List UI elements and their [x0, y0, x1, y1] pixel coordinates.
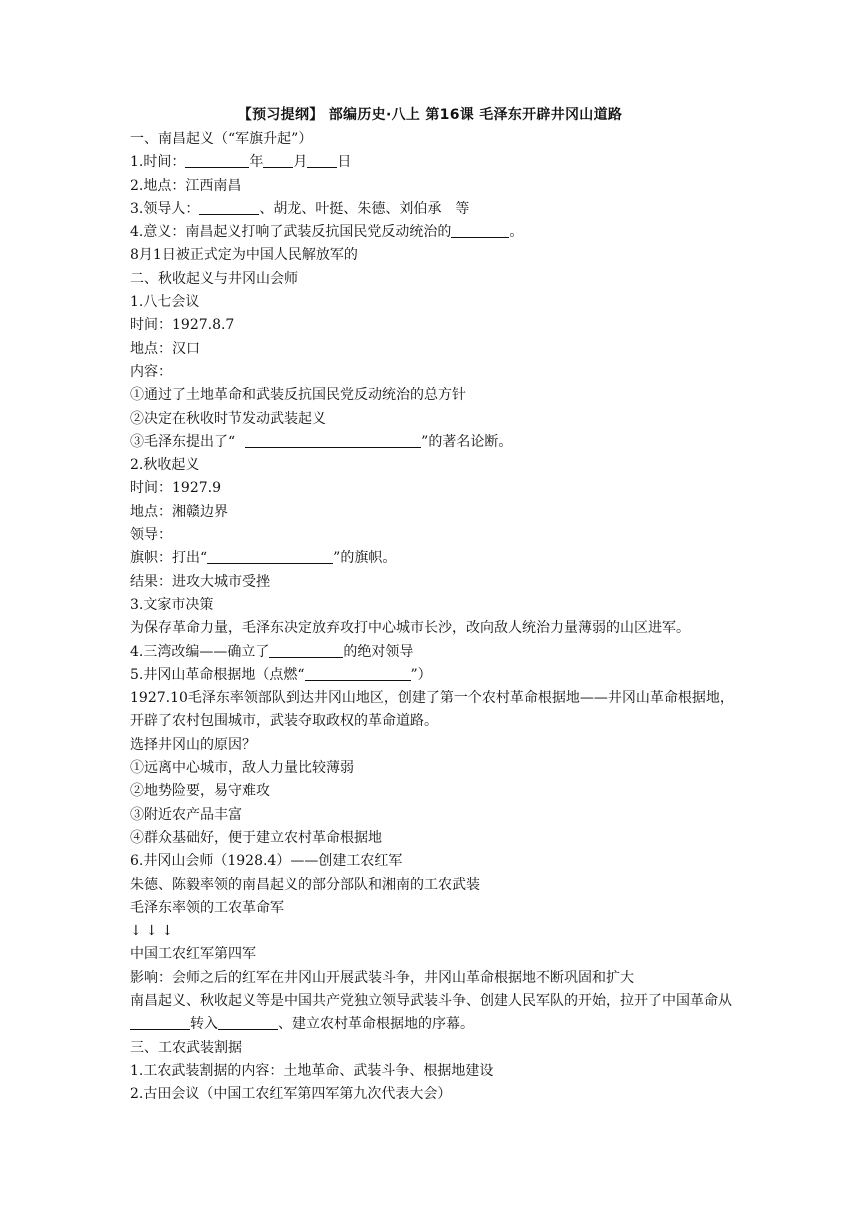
huishi-impact: 影响：会师之后的红军在井冈山开展武装斗争，井冈山革命根据地不断巩固和扩大: [130, 969, 634, 986]
qiushou-flag: 旗帜：打出“ ”的旗帜。: [130, 550, 397, 567]
reason-2: ②地势险要，易守难攻: [130, 783, 270, 800]
blank-meaning[interactable]: [451, 222, 509, 238]
army-day: 8月1日被正式定为中国人民解放军的: [130, 247, 358, 264]
nanchang-meaning: 4.意义：南昌起义打响了武装反抗国民党反动统治的 。: [130, 224, 524, 241]
baqi-content-3: ③毛泽东提出了“ ”的著名论断。: [130, 433, 513, 450]
jinggangshan-title: 5.井冈山革命根据地（点燃“ ”）: [130, 666, 432, 683]
blank-famous-thesis[interactable]: [245, 432, 421, 448]
baqi-place: 地点：汉口: [130, 340, 200, 357]
blank-month[interactable]: [263, 152, 293, 168]
reason-1: ①远离中心城市，敌人力量比较薄弱: [130, 760, 354, 777]
blank-from[interactable]: [130, 1014, 190, 1030]
wenjiashi-text: 为保存革命力量，毛泽东决定放弃攻打中心城市长沙，改向敌人统治力量薄弱的山区进军。: [130, 620, 690, 637]
section-heading-3: 三、工农武装割据: [130, 1039, 242, 1056]
qiushou-place: 地点：湘赣边界: [130, 503, 228, 520]
baqi-time: 时间：1927.8.7: [130, 317, 235, 334]
gutian-meeting: 2.古田会议（中国工农红军第四军第九次代表大会）: [130, 1086, 452, 1103]
blank-flag[interactable]: [207, 548, 333, 564]
qiushou-time: 时间：1927.9: [130, 480, 221, 497]
reason-3: ③附近农产品丰富: [130, 806, 242, 823]
blank-leader[interactable]: [199, 199, 259, 215]
down-arrows-icon: ↓↓↓: [130, 923, 178, 940]
blank-year[interactable]: [185, 152, 249, 168]
page-title: 【预习提纲】 部编历史·八上 第16课 毛泽东开辟井冈山道路: [237, 107, 623, 123]
baqi-content-1: ①通过了土地革命和武装反抗国民党反动统治的总方针: [130, 387, 466, 404]
wenjiashi-title: 3.文家市决策: [130, 596, 214, 613]
section-heading-1: 一、南昌起义（“军旗升起”）: [130, 131, 313, 147]
baqi-content-2: ②决定在秋收时节发动武装起义: [130, 410, 326, 427]
section-heading-2: 二、秋收起义与井冈山会师: [130, 270, 298, 287]
huishi-force-2: 毛泽东率领的工农革命军: [130, 899, 284, 916]
qiushou-lead: 领导：: [130, 527, 172, 544]
qiushou-result: 结果：进攻大城市受挫: [130, 573, 270, 590]
huishi-title: 6.井冈山会师（1928.4）——创建工农红军: [130, 853, 403, 870]
blank-spark[interactable]: [305, 665, 411, 681]
blank-day[interactable]: [307, 152, 337, 168]
geju-content: 1.工农武装割据的内容：土地革命、武装斗争、根据地建设: [130, 1062, 494, 1079]
document-body: [130, 128, 740, 1106]
reason-question: 选择井冈山的原因？: [130, 736, 256, 753]
huishi-result: 中国工农红军第四军: [130, 946, 256, 963]
huishi-force-1: 朱德、陈毅率领的南昌起义的部分部队和湘南的工农武装: [130, 876, 480, 893]
summary: 南昌起义、秋收起义等是中国共产党独立领导武装斗争、创建人民军队的开始，拉开了中国革命从转入 、建立农村革命根据地的序幕。: [130, 992, 732, 1033]
blank-to[interactable]: [218, 1014, 278, 1030]
baqi-title: 1.八七会议: [130, 294, 200, 311]
nanchang-leaders: 3.领导人： 、胡龙、叶挺、朱德、刘伯承 等: [130, 200, 470, 217]
reason-4: ④群众基础好，便于建立农村革命根据地: [130, 829, 382, 846]
baqi-content: 内容：: [130, 363, 172, 380]
nanchang-place: 2.地点：江西南昌: [130, 177, 242, 194]
nanchang-time: 1.时间： 年 月 日: [130, 154, 352, 171]
jinggangshan-text: 1927.10毛泽东率领部队到达井冈山地区，创建了第一个农村革命根据地——井冈山革命根据地，开辟了农村包围城市，武装夺取政权的革命道路。: [130, 690, 734, 730]
qiushou-title: 2.秋收起义: [130, 457, 200, 474]
blank-sanwan[interactable]: [269, 642, 343, 658]
sanwan-reorganization: 4.三湾改编——确立了 的绝对领导: [130, 643, 414, 660]
